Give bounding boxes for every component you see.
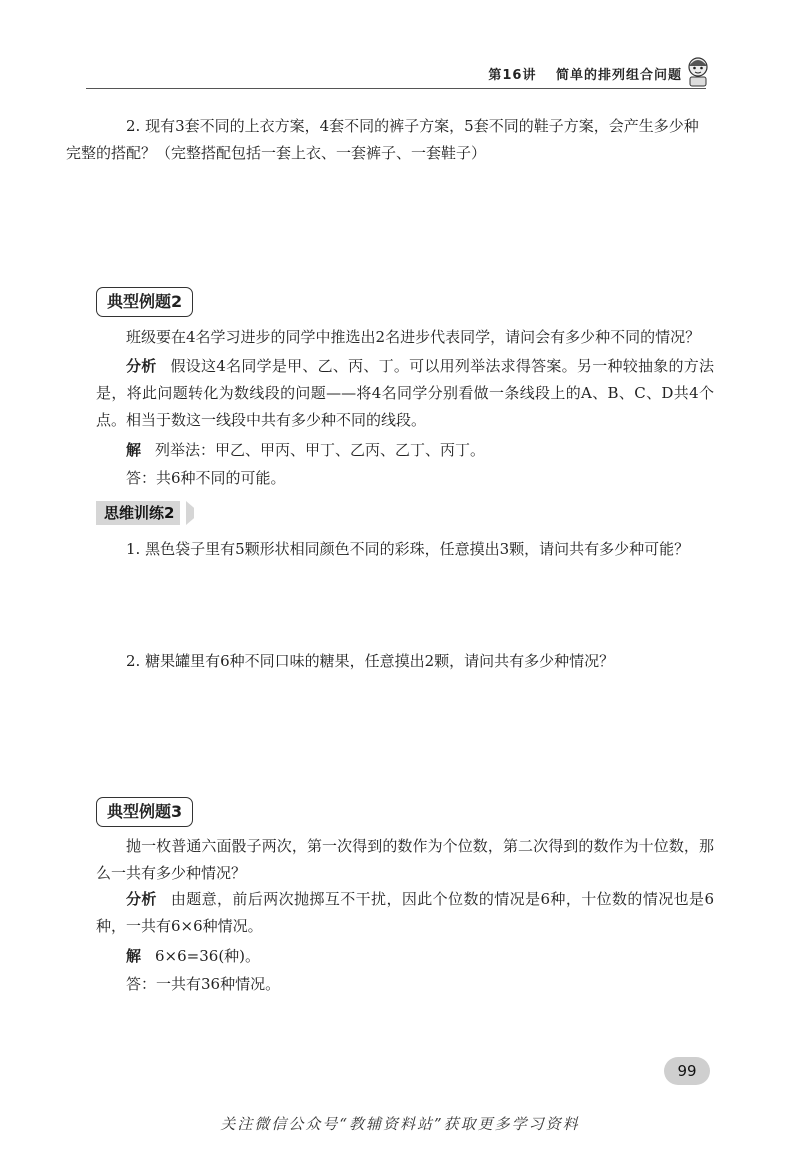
example-2-question: 班级要在4名学习进步的同学中推选出2名进步代表同学，请问会有多少种不同的情况？ — [126, 328, 701, 346]
footer-watermark: 关注微信公众号“教辅资料站”获取更多学习资料 — [220, 1115, 580, 1133]
page-header — [488, 64, 682, 83]
example-2-answer: 答：共6种不同的可能。 — [126, 469, 286, 487]
training-2-label: 思维训练2 — [96, 501, 180, 525]
example-3-answer: 答：一共有36种情况。 — [126, 975, 281, 993]
example-3-label: 典型例题3 — [96, 797, 193, 827]
prev-question-2-line1: 2. 现有3套不同的上衣方案，4套不同的裤子方案，5套不同的鞋子方案，会产生多少种 — [126, 117, 699, 135]
training-2-question-1: 1. 黑色袋子里有5颗形状相同颜色不同的彩珠，任意摸出3颗，请问共有多少种可能？ — [126, 540, 690, 558]
prev-question-2-line2: 完整的搭配？（完整搭配包括一套上衣、一套裤子、一套鞋子） — [66, 144, 487, 162]
solution-text: 6×6=36(种)。 — [155, 947, 261, 965]
example-3-solution — [96, 943, 714, 970]
page-number: 99 — [664, 1057, 710, 1085]
analysis-text: 由题意，前后两次抛掷互不干扰，因此个位数的情况是6种，十位数的情况也是6种，一共有6×6种情况。 — [96, 890, 714, 935]
analysis-label: 分析 — [126, 357, 157, 375]
training-2-arrow-inner — [194, 506, 202, 520]
mascot-icon — [684, 56, 712, 88]
example-2-label: 典型例题2 — [96, 287, 193, 317]
header-divider — [86, 88, 706, 89]
example-2-solution — [96, 437, 714, 464]
lecture-number: 第16讲 — [488, 68, 537, 83]
analysis-text: 假设这4名同学是甲、乙、丙、丁。可以用列举法求得答案。另一种较抽象的方法是，将此问题转化为数线段的问题——将4名同学分别看做一条线段上的A、B、C、D共4个点。相当于数这一线段中共有多少种不同的线段。 — [96, 357, 714, 429]
analysis-label: 分析 — [126, 890, 157, 908]
solution-label: 解 — [126, 441, 142, 459]
example-3-analysis — [96, 886, 714, 940]
solution-text: 列举法：甲乙、甲丙、甲丁、乙丙、乙丁、丙丁。 — [155, 441, 486, 459]
prev-question-2 — [66, 113, 714, 167]
lecture-title: 简单的排列组合问题 — [555, 68, 682, 83]
example-3-question: 抛一枚普通六面骰子两次，第一次得到的数作为个位数，第二次得到的数作为十位数，那么一共有多少种情况？ — [96, 837, 714, 882]
training-2-question-2: 2. 糖果罐里有6种不同口味的糖果，任意摸出2颗，请问共有多少种情况？ — [126, 652, 615, 670]
example-2-analysis — [96, 353, 714, 434]
solution-label: 解 — [126, 947, 142, 965]
